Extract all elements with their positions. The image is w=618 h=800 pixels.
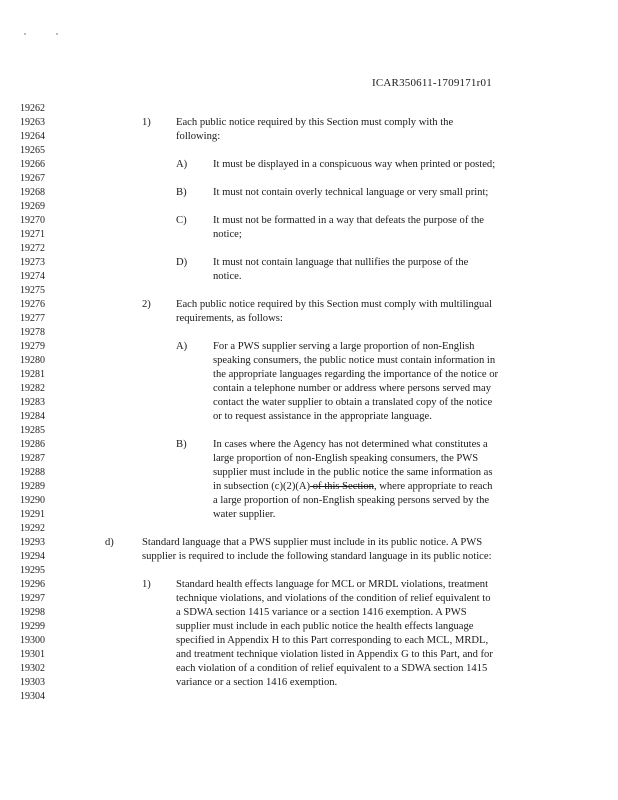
line-number: 19296 [20,579,45,590]
line-number: 19284 [20,411,45,422]
body-text-line [213,480,492,494]
struck-text: of this Section [310,481,374,492]
body-text: requirements, as follows: [176,313,283,324]
body-text: supplier is required to include the following standard language in its public notice: [142,551,492,562]
body-text: supplier must include in each public notice the health effects language [176,621,474,632]
item-marker: 1) [142,117,151,128]
item-marker: A) [176,341,188,352]
line-number: 19286 [20,439,45,450]
line-number: 19269 [20,201,45,212]
line-number: 19283 [20,397,45,408]
line-number: 19288 [20,467,45,478]
line-number: 19298 [20,607,45,618]
line-number: 19270 [20,215,45,226]
line-number: 19290 [20,495,45,506]
body-text: , where appropriate to reach [373,481,493,492]
body-text: Standard language that a PWS supplier must include in its public notice. A PWS [142,537,483,548]
item-marker: 1) [142,579,151,590]
line-number: 19281 [20,369,45,380]
body-text: For a PWS supplier serving a large proportion of non-English [213,341,475,352]
line-number: 19302 [20,663,45,674]
line-number: 19294 [20,551,45,562]
body-text: a SDWA section 1415 variance or a section 1416 exemption. A PWS [176,607,467,618]
body-text: specified in Appendix H to this Part corresponding to each MCL, MRDL, [176,635,489,646]
scan-speck [56,33,58,35]
body-text: Each public notice required by this Section must comply with multilingual [176,299,492,310]
line-number: 19271 [20,229,45,240]
body-text: Standard health effects language for MCL or MRDL violations, treatment [176,579,489,590]
body-text: contact the water supplier to obtain a translated copy of the notice [213,397,493,408]
body-text: notice. [213,271,242,282]
item-marker: A) [176,159,188,170]
item-marker: C) [176,215,187,226]
line-number: 19268 [20,187,45,198]
body-text: contain a telephone number or address where persons served may [213,383,491,394]
body-text: each violation of a condition of relief equivalent to a SDWA section 1415 [176,663,488,674]
body-text: It must not be formatted in a way that defeats the purpose of the [213,215,484,226]
line-number: 19293 [20,537,45,548]
line-number: 19278 [20,327,45,338]
scan-speck [24,33,26,35]
body-text: large proportion of non-English speaking consumers, the PWS [213,453,479,464]
line-number: 19301 [20,649,45,660]
line-number: 19267 [20,173,45,184]
item-marker: B) [176,187,187,198]
line-number: 19292 [20,523,45,534]
body-text: notice; [213,229,242,240]
line-number: 19280 [20,355,45,366]
item-marker: d) [105,537,114,548]
document-id: ICAR350611-1709171r01 [372,77,492,89]
line-number: 19297 [20,593,45,604]
body-text: In cases where the Agency has not determined what constitutes a [213,439,488,450]
body-text: It must not contain overly technical language or very small print; [213,187,489,198]
body-text: and treatment technique violation listed in Appendix G to this Part, and for [176,649,493,660]
body-text: the appropriate languages regarding the importance of the notice or [213,369,499,380]
body-text: It must be displayed in a conspicuous way when printed or posted; [213,159,496,170]
body-text: a large proportion of non-English speaking persons served by the [213,495,490,506]
item-marker: B) [176,439,187,450]
line-number: 19303 [20,677,45,688]
line-number: 19262 [20,103,45,114]
line-number: 19289 [20,481,45,492]
line-number: 19266 [20,159,45,170]
body-text: It must not contain language that nullifies the purpose of the [213,257,469,268]
line-number: 19287 [20,453,45,464]
line-number: 19277 [20,313,45,324]
line-number: 19304 [20,691,45,702]
body-text: technique violations, and violations of the condition of relief equivalent to [176,593,491,604]
body-text: supplier must include in the public notice the same information as [213,467,493,478]
line-number: 19275 [20,285,45,296]
line-number: 19276 [20,299,45,310]
line-number: 19291 [20,509,45,520]
item-marker: 2) [142,299,151,310]
item-marker: D) [176,257,188,268]
line-number: 19265 [20,145,45,156]
line-number: 19295 [20,565,45,576]
line-number: 19300 [20,635,45,646]
body-text: or to request assistance in the appropriate language. [213,411,432,422]
line-number: 19282 [20,383,45,394]
line-number: 19279 [20,341,45,352]
line-number: 19272 [20,243,45,254]
line-number: 19264 [20,131,45,142]
body-text: variance or a section 1416 exemption. [176,677,338,688]
line-number: 19285 [20,425,45,436]
body-text: water supplier. [213,509,276,520]
body-text: following: [176,131,221,142]
line-number: 19274 [20,271,45,282]
line-number: 19273 [20,257,45,268]
line-number: 19299 [20,621,45,632]
line-number: 19263 [20,117,45,128]
body-text: Each public notice required by this Section must comply with the [176,117,454,128]
body-text: speaking consumers, the public notice must contain information in [213,355,496,366]
body-text: in subsection (c)(2)(A) [213,481,311,492]
